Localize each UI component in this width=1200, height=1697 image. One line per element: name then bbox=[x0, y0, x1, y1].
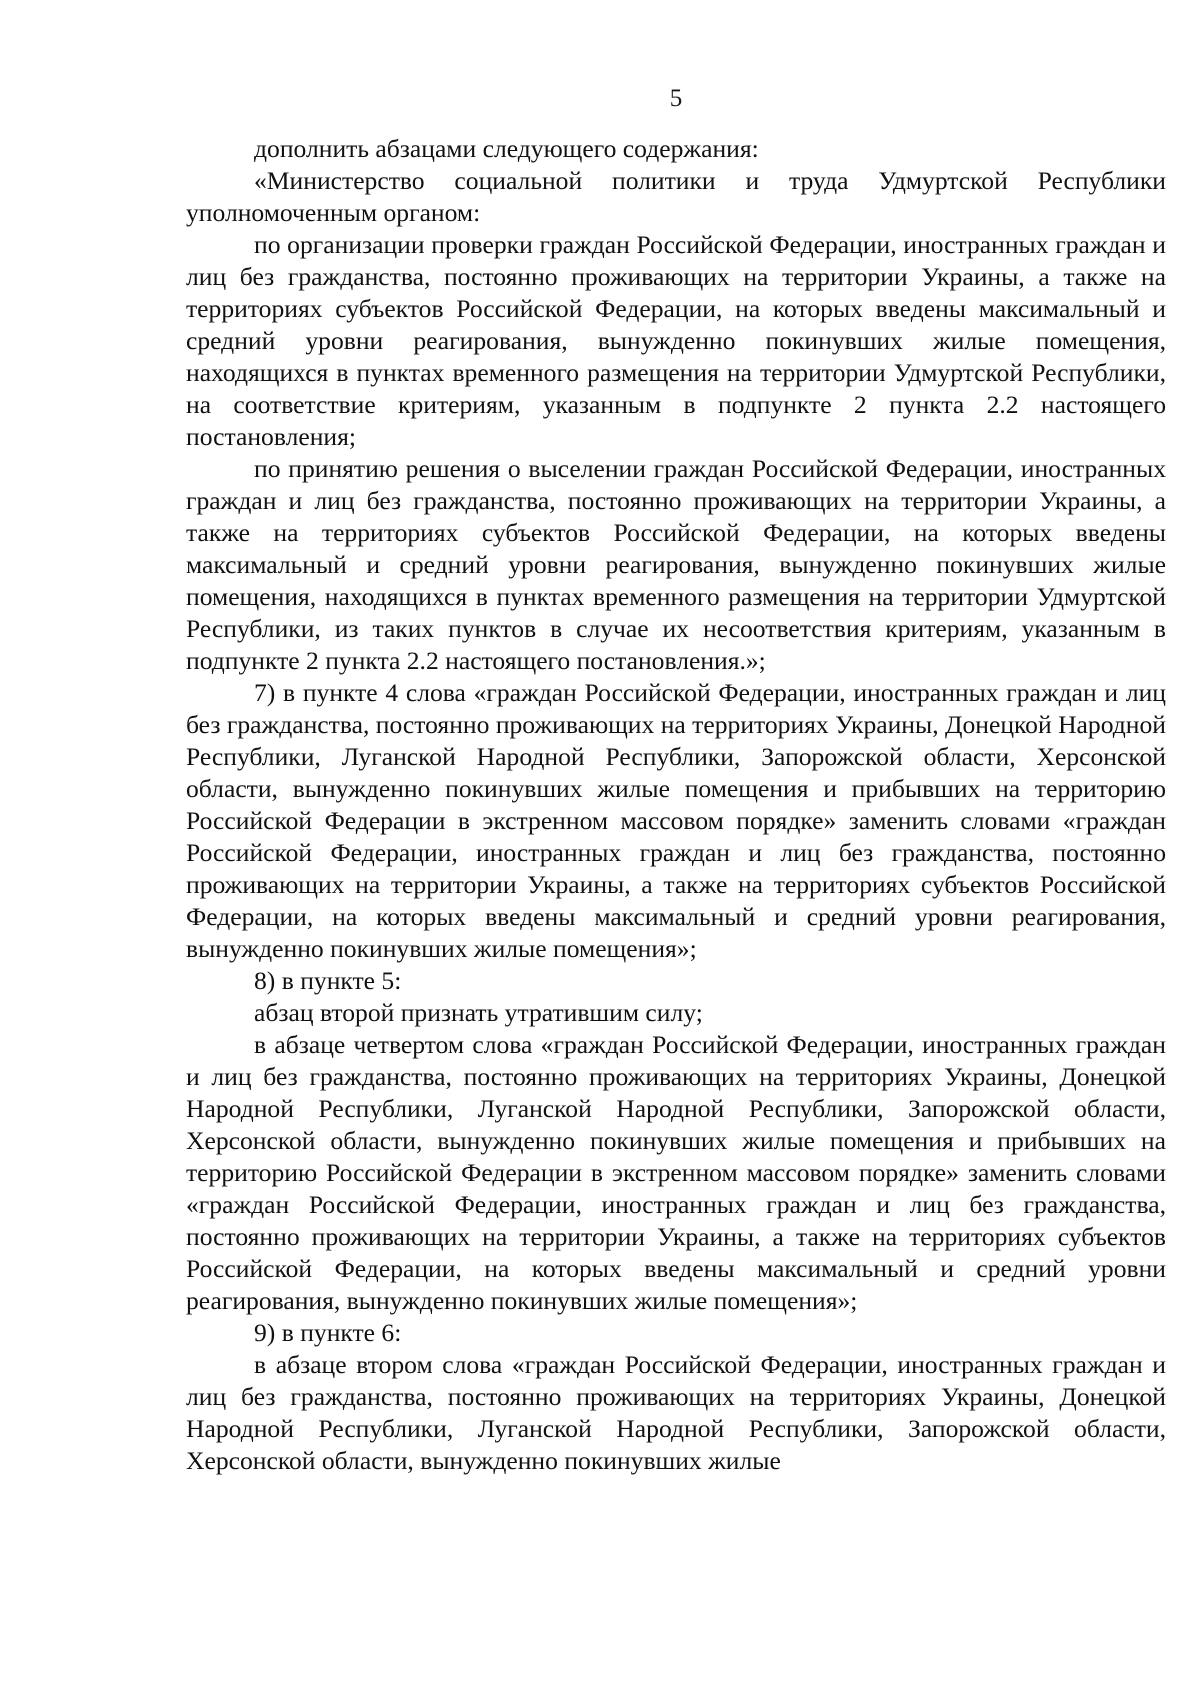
paragraph-item-9-abzac-2: в абзаце втором слова «граждан Российской Федерации, иностранных граждан и лиц без гражданства, постоянно проживающих на территориях Украины, Донецкой Народной Республики, Луганской Народной Республики, Запорожской области, Херсонской области, вынужденно покинувших жилые bbox=[186, 1350, 1166, 1475]
paragraph-verification: по организации проверки граждан Российской Федерации, иностранных граждан и лиц без гражданства, постоянно проживающих на территории Украины, а также на территориях субъектов Российской Федерации, на которых введены максимальный и средний уровни реагирования, вынужденно покинувших жилые помещения, находящихся в пунктах временного размещения на территории Удмуртской Республики, на соответствие критериям, указанным в подпункте 2 пункта 2.2 настоящего постановления; bbox=[186, 230, 1166, 451]
paragraph-intro: дополнить абзацами следующего содержания: bbox=[254, 134, 759, 163]
paragraph-item-8: 8) в пункте 5: bbox=[254, 966, 402, 995]
paragraph-item-8-abzac-2: абзац второй признать утратившим силу; bbox=[254, 998, 703, 1027]
paragraph-item-7: 7) в пункте 4 слова «граждан Российской Федерации, иностранных граждан и лиц без гражданства, постоянно проживающих на территориях Украины, Донецкой Народной Республики, Луганской Народной Республики, Запорожской области, Херсонской области, вынужденно покинувших жилые помещения и прибывших на территорию Российской Федерации в экстренном массовом порядке» заменить словами «граждан Российской Федерации, иностранных граждан и лиц без гражданства, постоянно проживающих на территории Украины, а также на территориях субъектов Российской Федерации, на которых введены максимальный и средний уровни реагирования, вынужденно покинувших жилые помещения»; bbox=[186, 678, 1166, 963]
paragraph-item-8-abzac-4: в абзаце четвертом слова «граждан Российской Федерации, иностранных граждан и лиц без гражданства, постоянно проживающих на территориях Украины, Донецкой Народной Республики, Луганской Народной Республики, Запорожской области, Херсонской области, вынужденно покинувших жилые помещения и прибывших на территорию Российской Федерации в экстренном массовом порядке» заменить словами «граждан Российской Федерации, иностранных граждан и лиц без гражданства, постоянно проживающих на территории Украины, а также на территориях субъектов Российской Федерации, на которых введены максимальный и средний уровни реагирования, вынужденно покинувших жилые помещения»; bbox=[186, 1030, 1166, 1315]
paragraph-eviction-decision: по принятию решения о выселении граждан Российской Федерации, иностранных граждан и лиц без гражданства, постоянно проживающих на территории Украины, а также на территориях субъектов Российской Федерации, на которых введены максимальный и средний уровни реагирования, вынужденно покинувших жилые помещения, находящихся в пунктах временного размещения на территории Удмуртской Республики, из таких пунктов в случае их несоответствия критериям, указанным в подпункте 2 пункта 2.2 настоящего постановления.»; bbox=[186, 454, 1166, 675]
document-body bbox=[186, 133, 1166, 1477]
paragraph-item-9: 9) в пункте 6: bbox=[254, 1318, 402, 1347]
page-number: 5 bbox=[669, 85, 683, 112]
paragraph-ministry-authorized: «Министерство социальной политики и труда Удмуртской Республики уполномоченным органом: bbox=[186, 166, 1166, 227]
